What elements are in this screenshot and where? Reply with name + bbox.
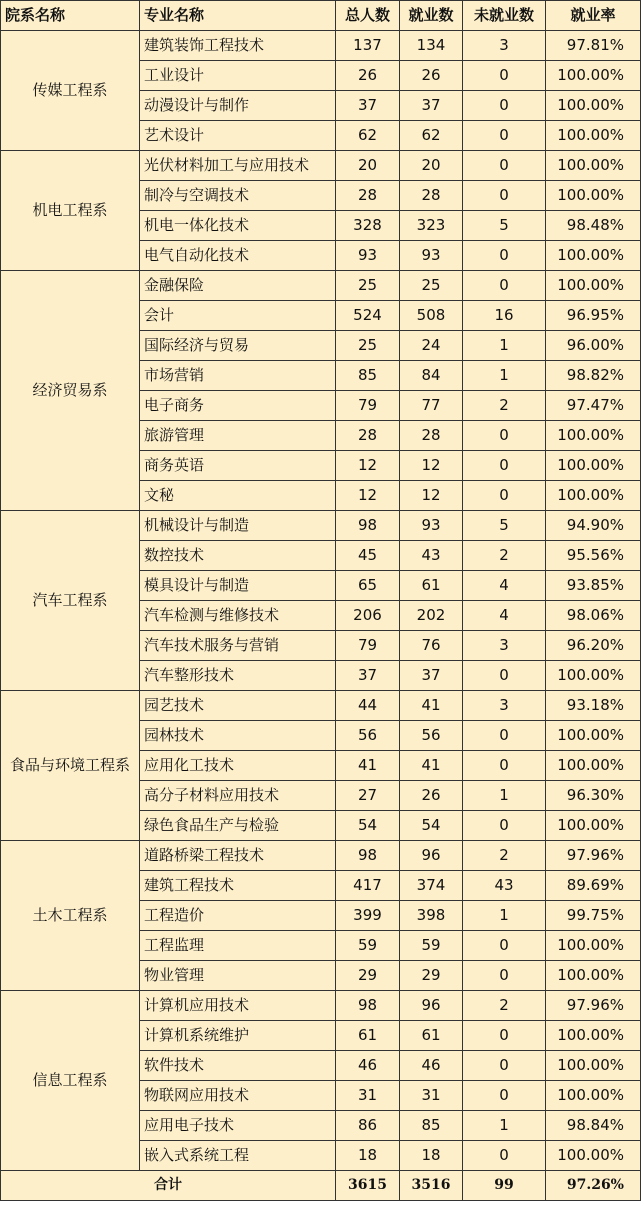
employed-count: 54: [400, 811, 463, 841]
total-count: 79: [336, 391, 400, 421]
major-name: 物业管理: [140, 961, 336, 991]
major-name: 动漫设计与制作: [140, 91, 336, 121]
unemployed-count: 0: [463, 151, 546, 181]
employed-count: 29: [400, 961, 463, 991]
employment-rate: 97.47%: [546, 391, 641, 421]
major-name: 金融保险: [140, 271, 336, 301]
total-count: 59: [336, 931, 400, 961]
employed-count: 18: [400, 1141, 463, 1171]
employed-count: 61: [400, 571, 463, 601]
employed-count: 202: [400, 601, 463, 631]
total-count: 27: [336, 781, 400, 811]
unemployed-count: 3: [463, 631, 546, 661]
unemployed-count: 0: [463, 271, 546, 301]
unemployed-count: 0: [463, 241, 546, 271]
total-count: 328: [336, 211, 400, 241]
major-name: 绿色食品生产与检验: [140, 811, 336, 841]
total-count: 79: [336, 631, 400, 661]
total-count: 41: [336, 751, 400, 781]
total-count: 54: [336, 811, 400, 841]
unemployed-count: 2: [463, 991, 546, 1021]
department-name: 经济贸易系: [1, 271, 140, 511]
unemployed-count: 2: [463, 391, 546, 421]
unemployed-count: 0: [463, 91, 546, 121]
employed-count: 93: [400, 241, 463, 271]
employed-count: 12: [400, 481, 463, 511]
employment-rate: 100.00%: [546, 421, 641, 451]
unemployed-count: 3: [463, 691, 546, 721]
unemployed-count: 1: [463, 1111, 546, 1141]
unemployed-count: 2: [463, 541, 546, 571]
employed-count: 37: [400, 661, 463, 691]
employment-rate: 97.96%: [546, 991, 641, 1021]
total-rate: 97.26%: [546, 1171, 641, 1201]
employment-rate: 94.90%: [546, 511, 641, 541]
unemployed-count: 0: [463, 121, 546, 151]
major-name: 电子商务: [140, 391, 336, 421]
employment-rate: 98.84%: [546, 1111, 641, 1141]
unemployed-count: 0: [463, 421, 546, 451]
total-count: 65: [336, 571, 400, 601]
major-name: 商务英语: [140, 451, 336, 481]
major-name: 应用电子技术: [140, 1111, 336, 1141]
total-count: 98: [336, 841, 400, 871]
employment-rate: 100.00%: [546, 721, 641, 751]
total-count: 86: [336, 1111, 400, 1141]
major-name: 汽车技术服务与营销: [140, 631, 336, 661]
employment-rate: 100.00%: [546, 121, 641, 151]
header-major: 专业名称: [140, 1, 336, 31]
unemployed-count: 1: [463, 331, 546, 361]
unemployed-count: 1: [463, 901, 546, 931]
unemployed-count: 5: [463, 511, 546, 541]
major-name: 文秘: [140, 481, 336, 511]
employment-rate: 100.00%: [546, 451, 641, 481]
total-count: 93: [336, 241, 400, 271]
employment-rate: 93.85%: [546, 571, 641, 601]
unemployed-count: 0: [463, 181, 546, 211]
total-count: 37: [336, 661, 400, 691]
total-count: 3615: [336, 1171, 400, 1201]
employed-count: 31: [400, 1081, 463, 1111]
unemployed-count: 1: [463, 781, 546, 811]
unemployed-count: 4: [463, 601, 546, 631]
employment-rate: 97.96%: [546, 841, 641, 871]
employment-rate: 89.69%: [546, 871, 641, 901]
employed-count: 76: [400, 631, 463, 661]
employed-count: 26: [400, 781, 463, 811]
unemployed-count: 4: [463, 571, 546, 601]
employment-rate: 100.00%: [546, 91, 641, 121]
table-row: [1, 31, 641, 61]
table-row: [1, 271, 641, 301]
total-count: 206: [336, 601, 400, 631]
employment-rate: 98.48%: [546, 211, 641, 241]
employed-count: 24: [400, 331, 463, 361]
total-employed: 3516: [400, 1171, 463, 1201]
employment-rate: 97.81%: [546, 31, 641, 61]
unemployed-count: 1: [463, 361, 546, 391]
total-count: 61: [336, 1021, 400, 1051]
major-name: 会计: [140, 301, 336, 331]
employment-rate: 96.30%: [546, 781, 641, 811]
header-department: 院系名称: [1, 1, 140, 31]
employment-rate: 100.00%: [546, 1141, 641, 1171]
unemployed-count: 0: [463, 451, 546, 481]
major-name: 园艺技术: [140, 691, 336, 721]
unemployed-count: 0: [463, 1081, 546, 1111]
major-name: 数控技术: [140, 541, 336, 571]
total-count: 28: [336, 181, 400, 211]
employed-count: 28: [400, 181, 463, 211]
employed-count: 20: [400, 151, 463, 181]
major-name: 物联网应用技术: [140, 1081, 336, 1111]
total-count: 28: [336, 421, 400, 451]
employed-count: 374: [400, 871, 463, 901]
major-name: 建筑工程技术: [140, 871, 336, 901]
major-name: 机电一体化技术: [140, 211, 336, 241]
total-count: 524: [336, 301, 400, 331]
major-name: 园林技术: [140, 721, 336, 751]
table-row: [1, 511, 641, 541]
employment-rate: 100.00%: [546, 1051, 641, 1081]
employment-rate: 100.00%: [546, 961, 641, 991]
unemployed-count: 43: [463, 871, 546, 901]
total-count: 31: [336, 1081, 400, 1111]
employed-count: 41: [400, 691, 463, 721]
total-count: 12: [336, 451, 400, 481]
total-count: 29: [336, 961, 400, 991]
unemployed-count: 0: [463, 1021, 546, 1051]
major-name: 工程造价: [140, 901, 336, 931]
total-label: 合计: [1, 1171, 336, 1201]
employment-rate: 100.00%: [546, 1021, 641, 1051]
department-name: 传媒工程系: [1, 31, 140, 151]
employment-rate: 96.20%: [546, 631, 641, 661]
employed-count: 77: [400, 391, 463, 421]
header-unemployed: 未就业数: [463, 1, 546, 31]
total-row: [1, 1171, 641, 1201]
major-name: 光伏材料加工与应用技术: [140, 151, 336, 181]
employment-rate: 100.00%: [546, 931, 641, 961]
major-name: 汽车检测与维修技术: [140, 601, 336, 631]
total-count: 417: [336, 871, 400, 901]
total-count: 12: [336, 481, 400, 511]
employed-count: 96: [400, 841, 463, 871]
unemployed-count: 3: [463, 31, 546, 61]
unemployed-count: 0: [463, 751, 546, 781]
total-count: 98: [336, 991, 400, 1021]
total-count: 62: [336, 121, 400, 151]
total-count: 137: [336, 31, 400, 61]
header-rate: 就业率: [546, 1, 641, 31]
department-name: 汽车工程系: [1, 511, 140, 691]
employed-count: 46: [400, 1051, 463, 1081]
employed-count: 12: [400, 451, 463, 481]
unemployed-count: 16: [463, 301, 546, 331]
unemployed-count: 5: [463, 211, 546, 241]
department-name: 食品与环境工程系: [1, 691, 140, 841]
header-total: 总人数: [336, 1, 400, 31]
major-name: 应用化工技术: [140, 751, 336, 781]
unemployed-count: 0: [463, 931, 546, 961]
major-name: 道路桥梁工程技术: [140, 841, 336, 871]
unemployed-count: 0: [463, 61, 546, 91]
total-count: 45: [336, 541, 400, 571]
employed-count: 61: [400, 1021, 463, 1051]
total-count: 46: [336, 1051, 400, 1081]
employed-count: 26: [400, 61, 463, 91]
major-name: 旅游管理: [140, 421, 336, 451]
employed-count: 134: [400, 31, 463, 61]
employed-count: 62: [400, 121, 463, 151]
table-row: [1, 841, 641, 871]
total-count: 85: [336, 361, 400, 391]
header-row: [1, 1, 641, 31]
major-name: 计算机系统维护: [140, 1021, 336, 1051]
total-count: 20: [336, 151, 400, 181]
employment-rate: 99.75%: [546, 901, 641, 931]
employed-count: 85: [400, 1111, 463, 1141]
unemployed-count: 0: [463, 661, 546, 691]
employment-rate: 95.56%: [546, 541, 641, 571]
employment-rate: 96.95%: [546, 301, 641, 331]
total-count: 56: [336, 721, 400, 751]
employed-count: 323: [400, 211, 463, 241]
total-count: 37: [336, 91, 400, 121]
table-row: [1, 691, 641, 721]
major-name: 机械设计与制造: [140, 511, 336, 541]
employed-count: 508: [400, 301, 463, 331]
total-count: 26: [336, 61, 400, 91]
major-name: 计算机应用技术: [140, 991, 336, 1021]
employment-rate: 100.00%: [546, 1081, 641, 1111]
major-name: 汽车整形技术: [140, 661, 336, 691]
employment-rate: 100.00%: [546, 751, 641, 781]
unemployed-count: 0: [463, 811, 546, 841]
employed-count: 28: [400, 421, 463, 451]
major-name: 工业设计: [140, 61, 336, 91]
employment-rate: 100.00%: [546, 481, 641, 511]
employment-rate: 98.06%: [546, 601, 641, 631]
employment-rate: 100.00%: [546, 151, 641, 181]
employment-rate: 100.00%: [546, 271, 641, 301]
header-employed: 就业数: [400, 1, 463, 31]
major-name: 市场营销: [140, 361, 336, 391]
employed-count: 25: [400, 271, 463, 301]
total-count: 18: [336, 1141, 400, 1171]
major-name: 嵌入式系统工程: [140, 1141, 336, 1171]
employment-rate: 98.82%: [546, 361, 641, 391]
unemployed-count: 0: [463, 1051, 546, 1081]
employed-count: 59: [400, 931, 463, 961]
major-name: 建筑装饰工程技术: [140, 31, 336, 61]
unemployed-count: 0: [463, 721, 546, 751]
employment-rate: 100.00%: [546, 181, 641, 211]
employed-count: 37: [400, 91, 463, 121]
employed-count: 398: [400, 901, 463, 931]
major-name: 电气自动化技术: [140, 241, 336, 271]
employed-count: 43: [400, 541, 463, 571]
department-name: 机电工程系: [1, 151, 140, 271]
major-name: 高分子材料应用技术: [140, 781, 336, 811]
major-name: 艺术设计: [140, 121, 336, 151]
total-count: 44: [336, 691, 400, 721]
total-count: 98: [336, 511, 400, 541]
department-name: 土木工程系: [1, 841, 140, 991]
employment-rate: 100.00%: [546, 811, 641, 841]
total-count: 25: [336, 271, 400, 301]
table-body: [1, 31, 641, 1171]
table-row: [1, 151, 641, 181]
major-name: 模具设计与制造: [140, 571, 336, 601]
employed-count: 84: [400, 361, 463, 391]
unemployed-count: 2: [463, 841, 546, 871]
major-name: 软件技术: [140, 1051, 336, 1081]
employment-rate: 93.18%: [546, 691, 641, 721]
employed-count: 96: [400, 991, 463, 1021]
total-unemployed: 99: [463, 1171, 546, 1201]
unemployed-count: 0: [463, 961, 546, 991]
department-name: 信息工程系: [1, 991, 140, 1171]
employed-count: 93: [400, 511, 463, 541]
total-count: 399: [336, 901, 400, 931]
unemployed-count: 0: [463, 1141, 546, 1171]
major-name: 工程监理: [140, 931, 336, 961]
major-name: 国际经济与贸易: [140, 331, 336, 361]
employment-rate: 100.00%: [546, 61, 641, 91]
unemployed-count: 0: [463, 481, 546, 511]
employment-rate: 100.00%: [546, 661, 641, 691]
employed-count: 41: [400, 751, 463, 781]
total-count: 25: [336, 331, 400, 361]
employed-count: 56: [400, 721, 463, 751]
table-row: [1, 991, 641, 1021]
major-name: 制冷与空调技术: [140, 181, 336, 211]
employment-rate: 100.00%: [546, 241, 641, 271]
employment-rate: 96.00%: [546, 331, 641, 361]
